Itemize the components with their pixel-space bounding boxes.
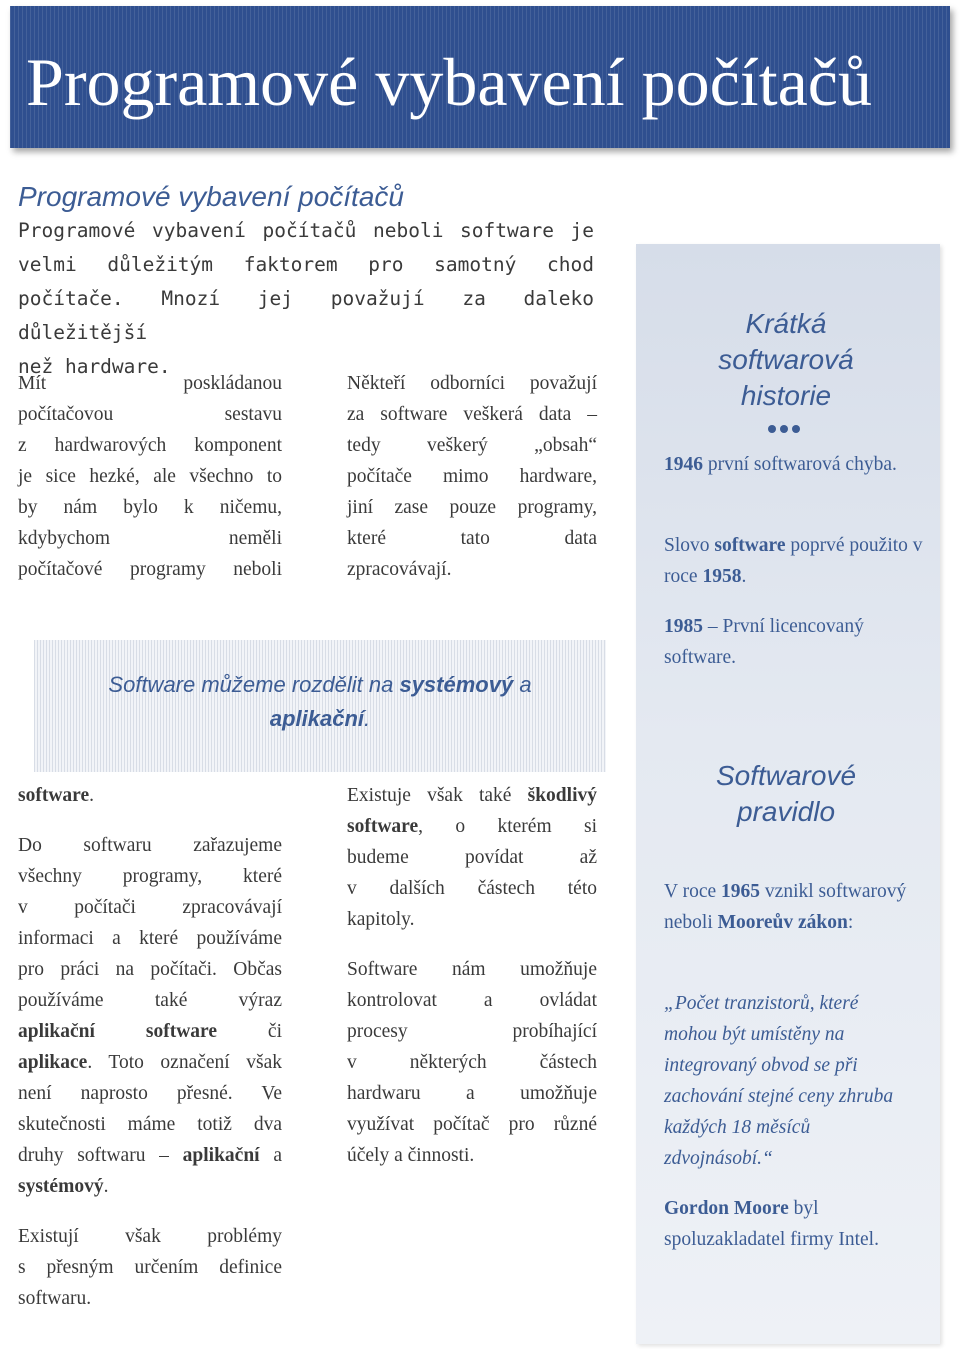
- heading-line: pravidlo: [736, 796, 836, 827]
- author-text: byl spoluzakladatel firmy Intel.: [664, 1198, 879, 1250]
- text-line: [18, 1047, 282, 1078]
- callout-bold-aplikacni: aplikační: [269, 706, 365, 731]
- text-line: [347, 811, 597, 842]
- text-line: Někteří odborníci považují: [347, 373, 597, 394]
- heading-line: Krátká: [745, 308, 827, 339]
- rule-text: vznikl softwarový neboli: [664, 881, 907, 933]
- column-right-top: [347, 368, 597, 585]
- text-line: [18, 780, 282, 811]
- history-year: 1958: [702, 566, 742, 587]
- bold-term: škodlivý: [527, 785, 597, 806]
- text-part: , o kterém si: [418, 816, 597, 837]
- text-part: a: [259, 1145, 282, 1166]
- column-left-top: [18, 368, 282, 585]
- callout-text: [34, 668, 606, 736]
- rule-text: V roce: [664, 881, 722, 902]
- history-item-1946: [664, 449, 924, 480]
- text-line: [18, 1016, 282, 1047]
- callout-text-part: .: [364, 706, 371, 731]
- heading-line: Softwarové: [715, 760, 857, 791]
- text-line: s přesným určením definice: [18, 1257, 282, 1278]
- text-line: je sice hezké, ale všechno to: [18, 466, 282, 487]
- text-part: či: [267, 1021, 282, 1042]
- bold-term: aplikace: [18, 1052, 88, 1073]
- ellipsis-dots-icon: [768, 420, 808, 432]
- text-line: v počítači zpracovávají: [18, 897, 282, 918]
- text-line: zpracovávají.: [347, 559, 452, 580]
- intro-line: Programové vybavení počítačů neboli software je: [18, 219, 594, 242]
- history-year: 1985: [664, 616, 703, 637]
- text-line: by nám bylo k ničemu,: [18, 497, 282, 518]
- text-line: Software nám umožňuje: [347, 959, 597, 980]
- callout-box: [34, 640, 606, 772]
- intro-paragraph: [18, 214, 594, 384]
- text-line: jiní zase pouze programy,: [347, 497, 597, 518]
- history-bold: software: [714, 535, 786, 556]
- text-line: počítače mimo hardware,: [347, 466, 597, 487]
- gordon-moore-note: [664, 1193, 926, 1255]
- intro-line: počítače. Mnozí jej považují za daleko důležitější: [18, 287, 594, 344]
- callout-text-part: a: [513, 672, 532, 697]
- text-line: které tato data: [347, 528, 597, 549]
- history-text: poprvé použito v roce: [664, 535, 923, 587]
- moore-law-intro: [664, 876, 924, 938]
- column-left-bottom: [18, 780, 282, 1314]
- bold-term: software: [145, 1021, 217, 1042]
- history-heading: [636, 306, 936, 414]
- text-line: [18, 1171, 282, 1202]
- text-line: účely a činnosti.: [347, 1145, 475, 1166]
- text-line: tedy veškerý „obsah“: [347, 435, 597, 456]
- text-part: . Toto označení však: [87, 1052, 282, 1073]
- bold-term: aplikační: [182, 1145, 260, 1166]
- text-line: Do softwaru zařazujeme: [18, 835, 282, 856]
- bold-term: systémový: [18, 1176, 104, 1197]
- text-line: budeme povídat až: [347, 847, 597, 868]
- text-line: v některých částech: [347, 1052, 597, 1073]
- quote-text: „Počet tranzistorů, které mohou být umístěny na integrovaný obvod se při zachování stejné ceny zhruba každých 18 měsíců zdvojnásobí.“: [664, 993, 894, 1169]
- text-part: druhy softwaru –: [18, 1145, 183, 1166]
- rule-bold: Mooreův zákon: [717, 912, 848, 933]
- bold-term: aplikační: [18, 1021, 95, 1042]
- text-line: [18, 1140, 282, 1171]
- intro-line: než hardware.: [18, 355, 171, 378]
- history-text: – První licencovaný software.: [664, 616, 864, 668]
- text-line: [347, 780, 597, 811]
- intro-line: velmi důležitým faktorem pro samotný chod: [18, 253, 594, 276]
- text-line: v dalších částech této: [347, 878, 597, 899]
- rule-year: 1965: [721, 881, 761, 902]
- text-line: využívat počítač pro různé: [347, 1114, 597, 1135]
- text-line: počítačovou sestavu: [18, 404, 282, 425]
- text-line: používáme také výraz: [18, 990, 282, 1011]
- text-line: za software veškerá data –: [347, 404, 597, 425]
- intro-heading: Programové vybavení počítačů: [18, 181, 404, 212]
- text-line: softwaru.: [18, 1288, 92, 1309]
- bold-term: software: [18, 785, 90, 806]
- title-banner: [10, 6, 950, 148]
- text-line: pro práci na počítači. Občas: [18, 959, 282, 980]
- history-text: první softwarová chyba.: [703, 454, 897, 475]
- text-line: kontrolovat a ovládat: [347, 990, 597, 1011]
- text-part: .: [103, 1176, 109, 1197]
- history-text: Slovo: [664, 535, 715, 556]
- text-part: Existuje však také: [347, 785, 528, 806]
- text-line: kdybychom neměli: [18, 528, 282, 549]
- history-text: .: [741, 566, 747, 587]
- callout-bold-systemovy: systémový: [399, 672, 514, 697]
- callout-text-part: Software můžeme rozdělit na: [108, 672, 400, 697]
- text-line: počítačové programy neboli: [18, 559, 282, 580]
- text-line: informaci a které používáme: [18, 928, 282, 949]
- text-line: hardwaru a umožňuje: [347, 1083, 597, 1104]
- bold-term: software: [347, 816, 419, 837]
- text-part: .: [89, 785, 94, 806]
- heading-line: historie: [740, 380, 832, 411]
- rule-text: :: [847, 912, 854, 933]
- column-right-bottom: [347, 780, 597, 1171]
- text-line: procesy probíhající: [347, 1021, 597, 1042]
- author-name: Gordon Moore: [664, 1198, 789, 1219]
- history-item-1958: [664, 530, 924, 592]
- text-line: Mít poskládanou: [18, 373, 282, 394]
- history-item-1985: [664, 611, 924, 673]
- history-year: 1946: [664, 454, 703, 475]
- moore-law-quote: [664, 988, 914, 1174]
- page-title: Programové vybavení počítačů: [26, 44, 872, 120]
- heading-line: softwarová: [718, 344, 854, 375]
- text-line: skutečnosti máme totiž dva: [18, 1114, 282, 1135]
- rule-heading: [636, 758, 936, 830]
- text-line: všechny programy, které: [18, 866, 282, 887]
- text-line: kapitoly.: [347, 909, 415, 930]
- text-line: není naprosto přesné. Ve: [18, 1083, 282, 1104]
- text-line: Existují však problémy: [18, 1226, 282, 1247]
- text-line: z hardwarových komponent: [18, 435, 282, 456]
